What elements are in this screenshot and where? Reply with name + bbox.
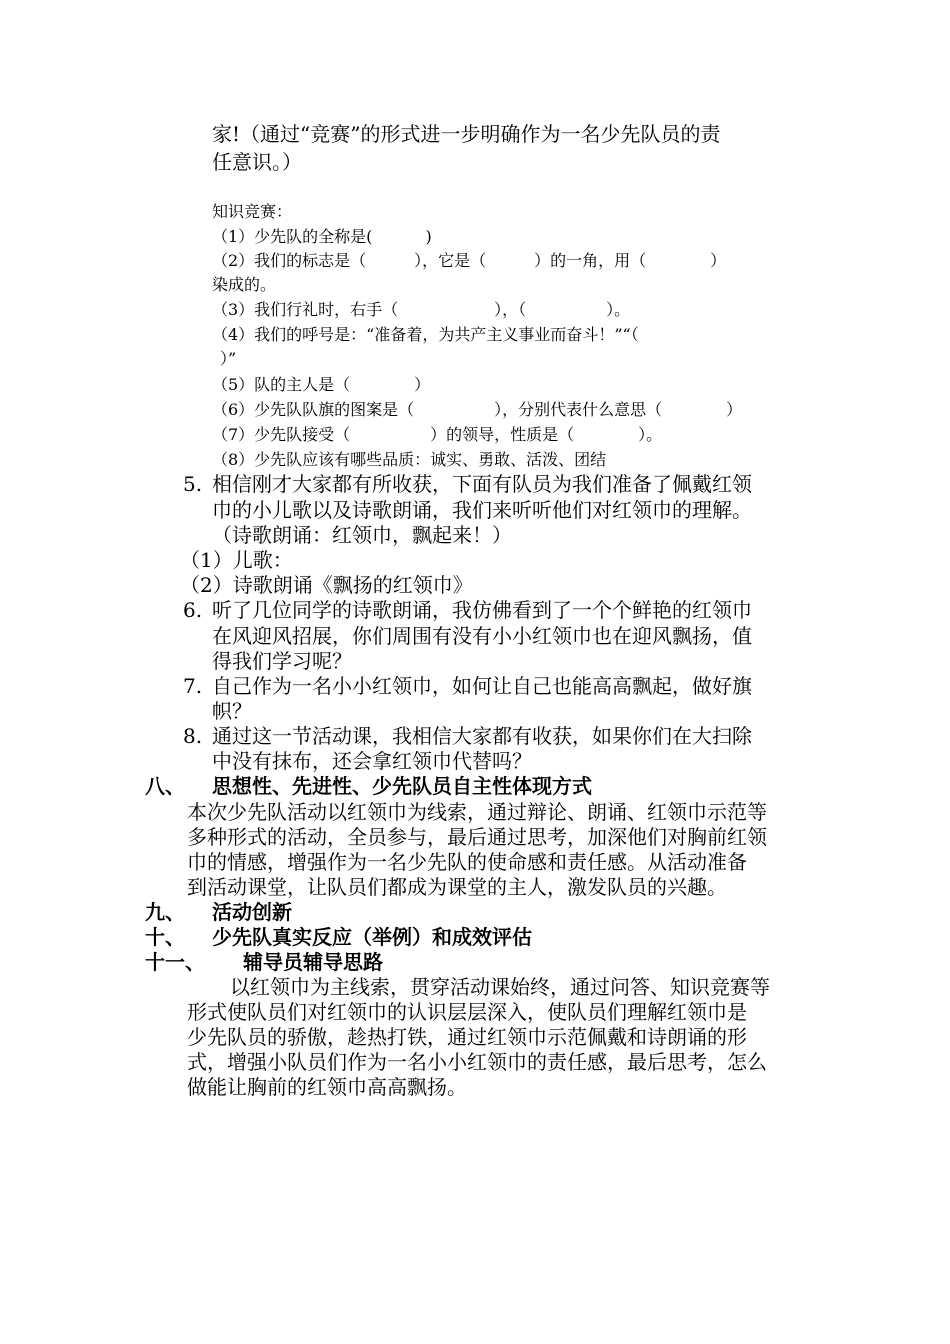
section9-heading: 活动创新: [212, 900, 292, 924]
intro-line-2: 任意识。）: [212, 150, 302, 174]
quiz-q1: （1）少先队的全称是( ): [212, 227, 432, 246]
quiz-q6: （6）少先队队旗的图案是（ ），分别代表什么意思（ ）: [212, 400, 743, 419]
quiz-q4b: ）”: [220, 349, 237, 368]
item7-line-1: 自己作为一名小小红领巾，如何让自己也能高高飘起，做好旗: [212, 674, 752, 698]
section8-para-line-4: 到活动课堂，让队员们都成为课堂的主人，激发队员的兴趣。: [187, 875, 727, 899]
sub-item-2: （2）诗歌朗诵《飘扬的红领巾》: [180, 573, 473, 597]
item5-line-2: 巾的小儿歌以及诗歌朗诵，我们来听听他们对红领巾的理解。: [212, 498, 752, 522]
quiz-q7: （7）少先队接受（ ）的领导，性质是（ ）。: [212, 425, 663, 444]
section8-para-line-1: 本次少先队活动以红领巾为线索，通过辩论、朗诵、红领巾示范等: [187, 800, 767, 824]
item8-line-1: 通过这一节活动课，我相信大家都有收获，如果你们在大扫除: [212, 724, 752, 748]
item6-line-3: 得我们学习呢？: [212, 649, 352, 673]
section11-para-line-3: 少先队员的骄傲，趁热打铁，通过红领巾示范佩戴和诗朗诵的形: [187, 1025, 747, 1049]
section10-number: 十、: [145, 925, 185, 949]
section10-heading: 少先队真实反应（举例）和成效评估: [212, 925, 532, 949]
item8-line-2: 中没有抹布，还会拿红领巾代替吗？: [212, 749, 532, 773]
item5-line-1: 相信刚才大家都有所收获，下面有队员为我们准备了佩戴红领: [212, 472, 752, 496]
item8-number: 8.: [183, 724, 203, 748]
item5-number: 5.: [183, 472, 203, 496]
quiz-q4a: （4）我们的呼号是：“准备着，为共产主义事业而奋斗！”“（: [212, 325, 639, 344]
item6-number: 6.: [183, 598, 203, 622]
quiz-title: 知识竞赛：: [212, 202, 293, 221]
item7-line-2: 帜？: [212, 699, 252, 723]
section8-para-line-3: 巾的情感，增强作为一名少先队的使命感和责任感。从活动准备: [187, 850, 747, 874]
item6-line-1: 听了几位同学的诗歌朗诵，我仿佛看到了一个个鲜艳的红领巾: [212, 598, 752, 622]
intro-line-1: 家!（通过“竞赛”的形式进一步明确作为一名少先队员的责: [212, 122, 721, 146]
quiz-q2b: 染成的。: [212, 275, 277, 294]
section11-number: 十一、: [145, 950, 205, 974]
sub-item-1: （1）儿歌：: [180, 548, 293, 572]
item7-number: 7.: [183, 674, 203, 698]
section9-number: 九、: [145, 900, 185, 924]
item5-line-3: （诗歌朗诵：红领巾，飘起来！）: [212, 523, 512, 547]
quiz-q8: （8）少先队应该有哪些品质：诚实、勇敢、活泼、团结: [212, 450, 607, 469]
section8-heading: 思想性、先进性、少先队员自主性体现方式: [212, 774, 592, 798]
section8-number: 八、: [145, 774, 185, 798]
section8-para-line-2: 多种形式的活动，全员参与，最后通过思考，加深他们对胸前红领: [187, 825, 767, 849]
section11-para-line-5: 做能让胸前的红领巾高高飘扬。: [187, 1075, 467, 1099]
quiz-q5: （5）队的主人是（ ）: [212, 375, 431, 394]
section11-para-line-4: 式，增强小队员们作为一名小小红领巾的责任感，最后思考，怎么: [187, 1050, 767, 1074]
section11-heading: 辅导员辅导思路: [243, 950, 383, 974]
quiz-q2a: （2）我们的标志是（ ），它是（ ）的一角，用（ ）: [212, 251, 727, 270]
section11-para-line-2: 形式使队员们对红领巾的认识层层深入，使队员们理解红领巾是: [187, 1000, 747, 1024]
item6-line-2: 在风迎风招展，你们周围有没有小小红领巾也在迎风飘扬，值: [212, 624, 752, 648]
quiz-q3: （3）我们行礼时，右手（ ），（ ）。: [212, 300, 631, 319]
section11-para-line-1: 以红领巾为主线索，贯穿活动课始终，通过问答、知识竞赛等: [230, 975, 770, 999]
